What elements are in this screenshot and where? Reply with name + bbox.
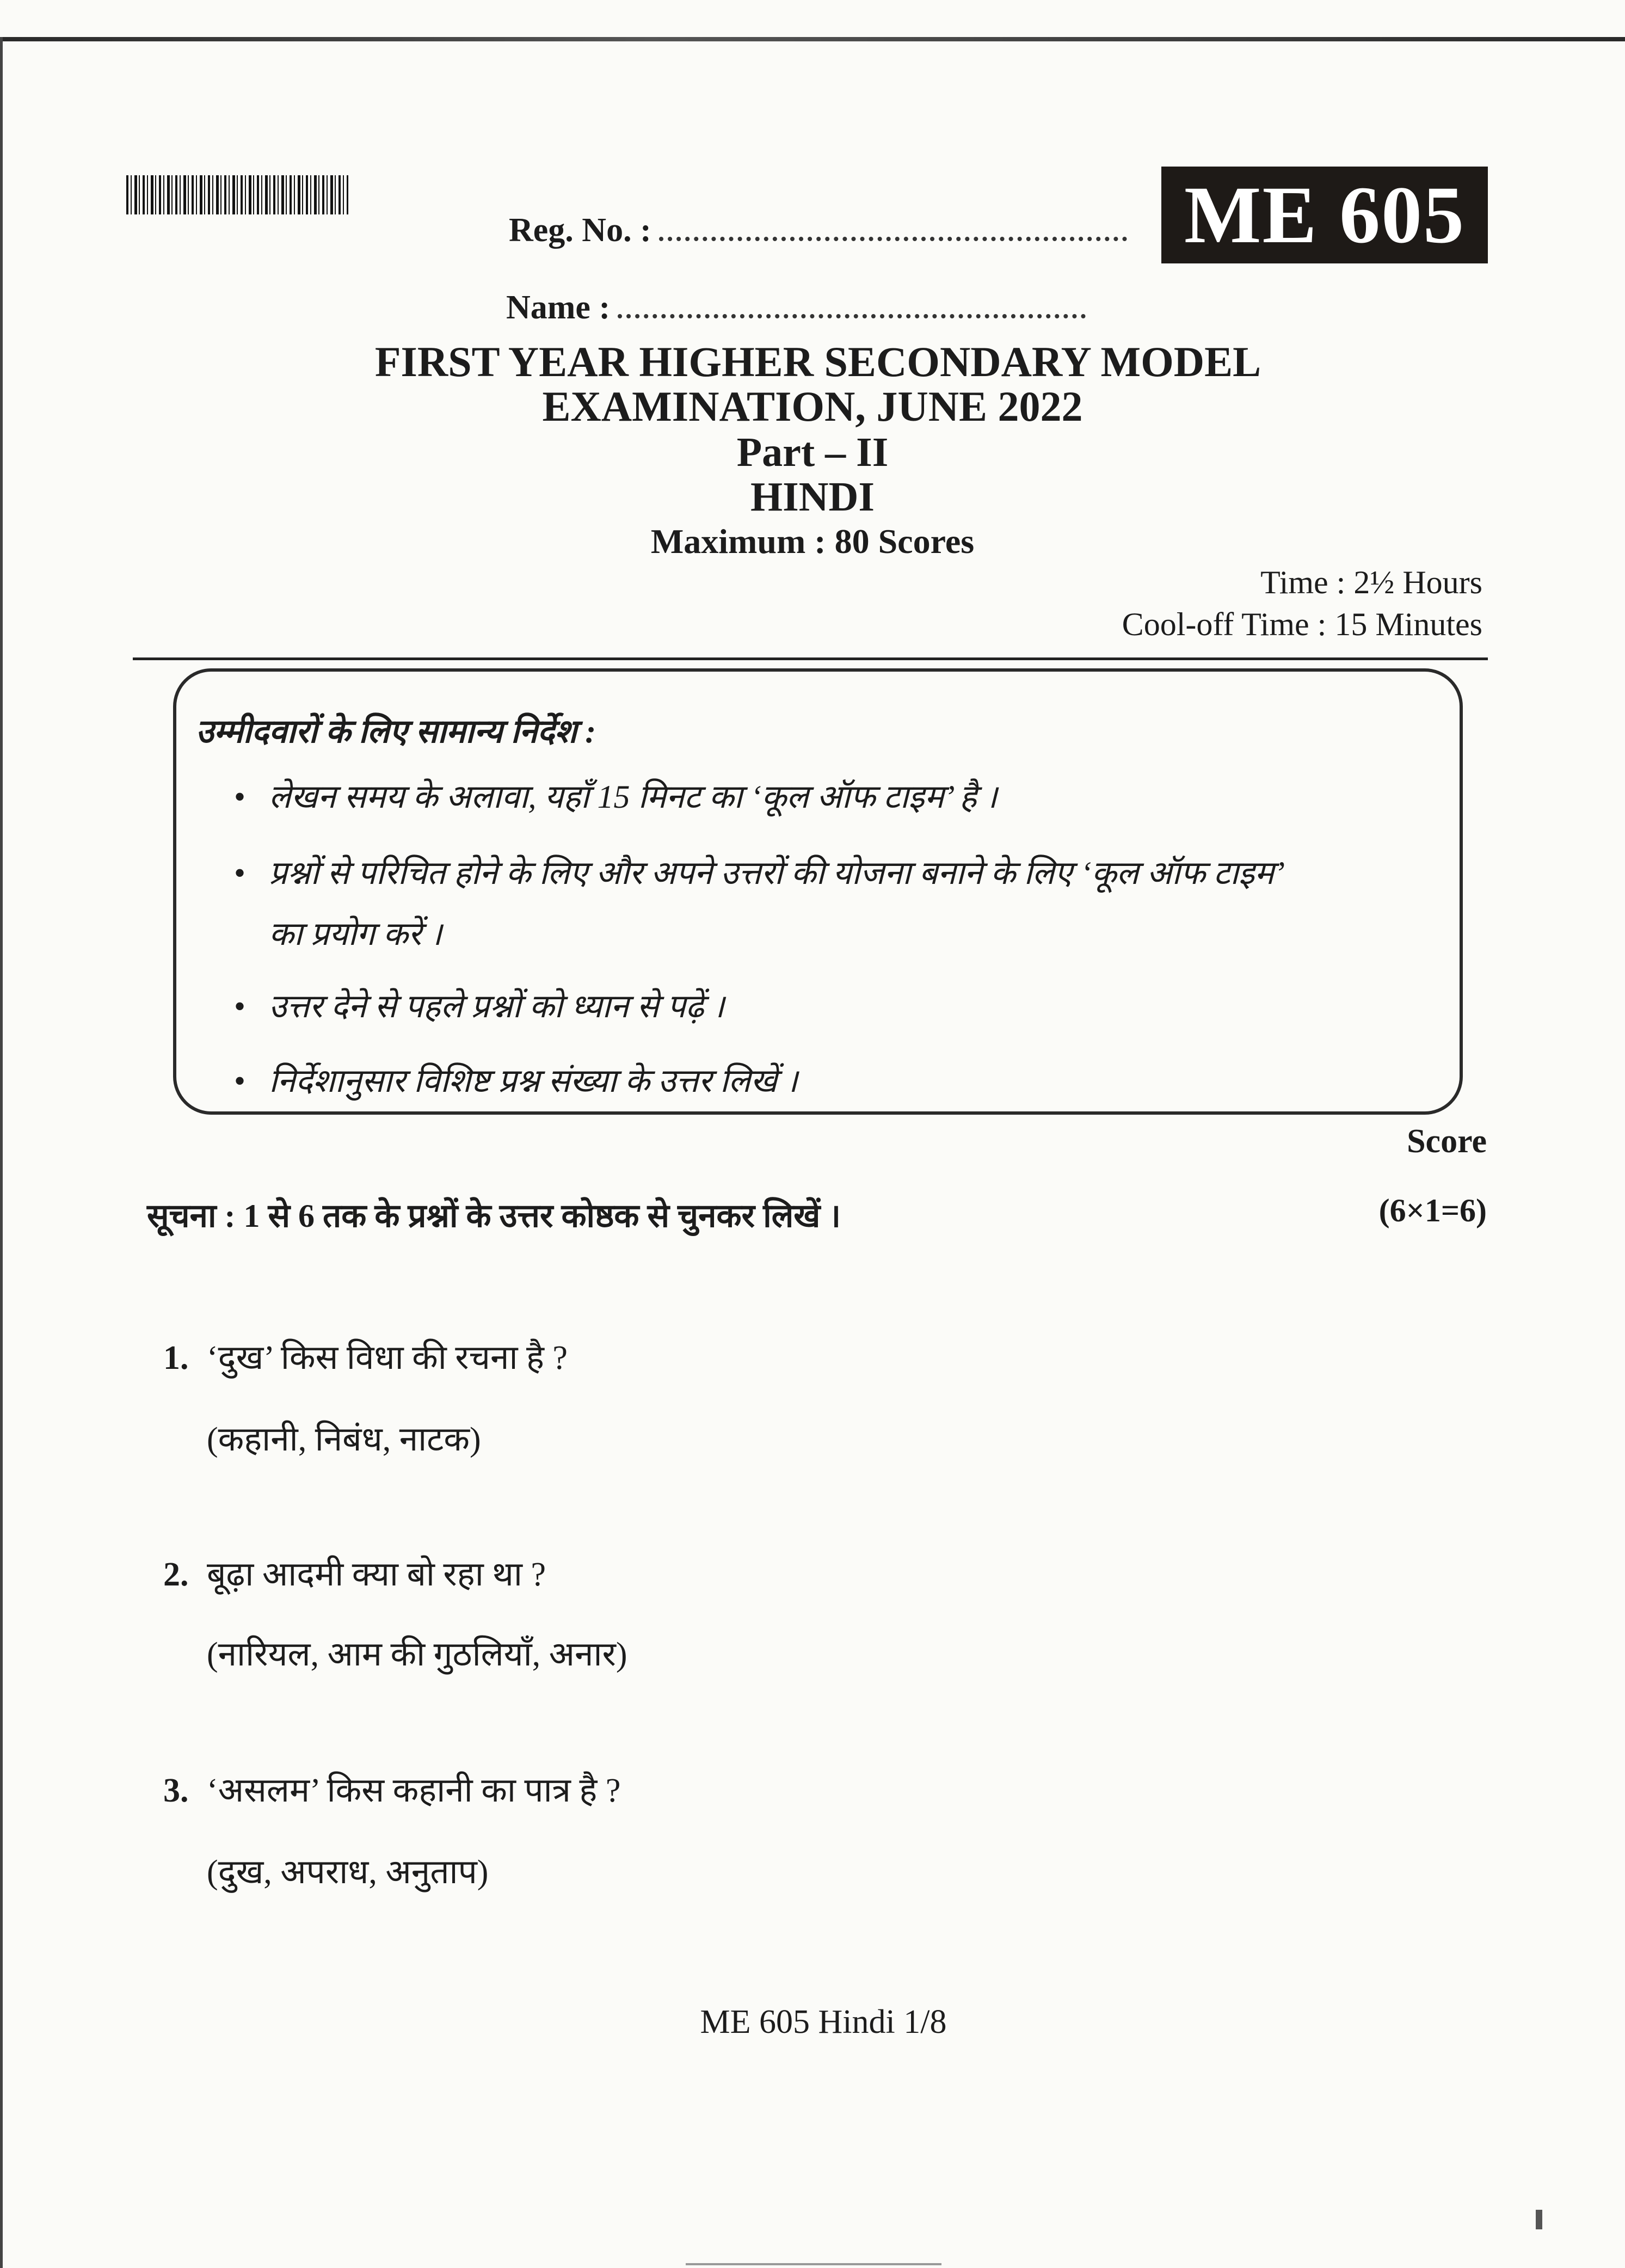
- instruction-text: का प्रयोग करें ।: [269, 916, 442, 952]
- exam-subject: HINDI: [750, 474, 875, 520]
- score-column-label: Score: [1407, 1123, 1487, 1160]
- name-blank: [618, 306, 1086, 318]
- instruction-item: [234, 982, 724, 1027]
- instructions-heading: उम्मीदवारों के लिए सामान्य निर्देश :: [196, 714, 596, 749]
- name-label: Name :: [506, 289, 611, 326]
- bullet-icon: •: [234, 779, 246, 815]
- page-top-edge: [0, 37, 1625, 41]
- reg-no-label: Reg. No. :: [509, 212, 651, 249]
- question-text: ‘दुख’ किस विधा की रचना है ?: [207, 1339, 568, 1376]
- exam-part: Part – II: [736, 429, 889, 475]
- instruction-item-continued: [269, 910, 442, 955]
- exam-time: Time : 2½ Hours: [1260, 564, 1482, 600]
- question-text: बूढ़ा आदमी क्या बो रहा था ?: [207, 1556, 546, 1593]
- instruction-text: प्रश्नों से परिचित होने के लिए और अपने उत्तरों की योजना बनाने के लिए ‘कूल ऑफ टाइम’: [269, 855, 1285, 891]
- cool-off-time: Cool-off Time : 15 Minutes: [1122, 606, 1482, 642]
- question-3: [163, 1766, 620, 1812]
- instruction-item: [234, 1057, 798, 1102]
- question-number: 2.: [163, 1556, 189, 1593]
- instruction-item: [234, 849, 1285, 894]
- exam-title-line2: EXAMINATION, JUNE 2022: [542, 383, 1083, 430]
- instruction-item: [234, 773, 998, 818]
- exam-title-line1: FIRST YEAR HIGHER SECONDARY MODEL: [374, 338, 1261, 385]
- bullet-icon: •: [234, 1063, 246, 1099]
- question-number: 1.: [163, 1339, 189, 1376]
- bullet-icon: •: [234, 855, 246, 891]
- question-text: ‘असलम’ किस कहानी का पात्र है ?: [207, 1772, 621, 1809]
- section-marks: (6×1=6): [1378, 1193, 1487, 1228]
- page-footer: ME 605 Hindi 1/8: [700, 2003, 947, 2040]
- reg-no-field: [509, 211, 1127, 250]
- paper-code-badge: ME 605: [1161, 167, 1488, 263]
- section-notice: सूचना : 1 से 6 तक के प्रश्नों के उत्तर कोष्ठक से चुनकर लिखें ।: [147, 1198, 841, 1234]
- question-2: [163, 1550, 546, 1596]
- name-field: [506, 288, 1086, 327]
- barcode: [126, 175, 348, 214]
- question-number: 3.: [163, 1772, 189, 1809]
- bullet-icon: •: [234, 988, 246, 1024]
- question-1: [163, 1333, 568, 1379]
- bottom-scan-mark: [686, 2263, 941, 2265]
- header-divider: [133, 657, 1488, 660]
- instruction-text: लेखन समय के अलावा, यहाँ 15 मिनट का ‘कूल ऑफ टाइम’ है ।: [269, 779, 998, 815]
- question-1-options: (कहानी, निबंध, नाटक): [207, 1421, 481, 1458]
- instruction-text: उत्तर देने से पहले प्रश्नों को ध्यान से पढ़ें ।: [269, 988, 725, 1024]
- question-2-options: (नारियल, आम की गुठलियाँ, अनार): [207, 1636, 627, 1673]
- reg-no-blank: [659, 229, 1127, 241]
- max-score: Maximum : 80 Scores: [650, 522, 975, 561]
- question-3-options: (दुख, अपराध, अनुताप): [207, 1854, 489, 1891]
- corner-scan-mark: [1536, 2210, 1542, 2229]
- instruction-text: निर्देशानुसार विशिष्ट प्रश्न संख्या के उत्तर लिखें ।: [269, 1063, 798, 1099]
